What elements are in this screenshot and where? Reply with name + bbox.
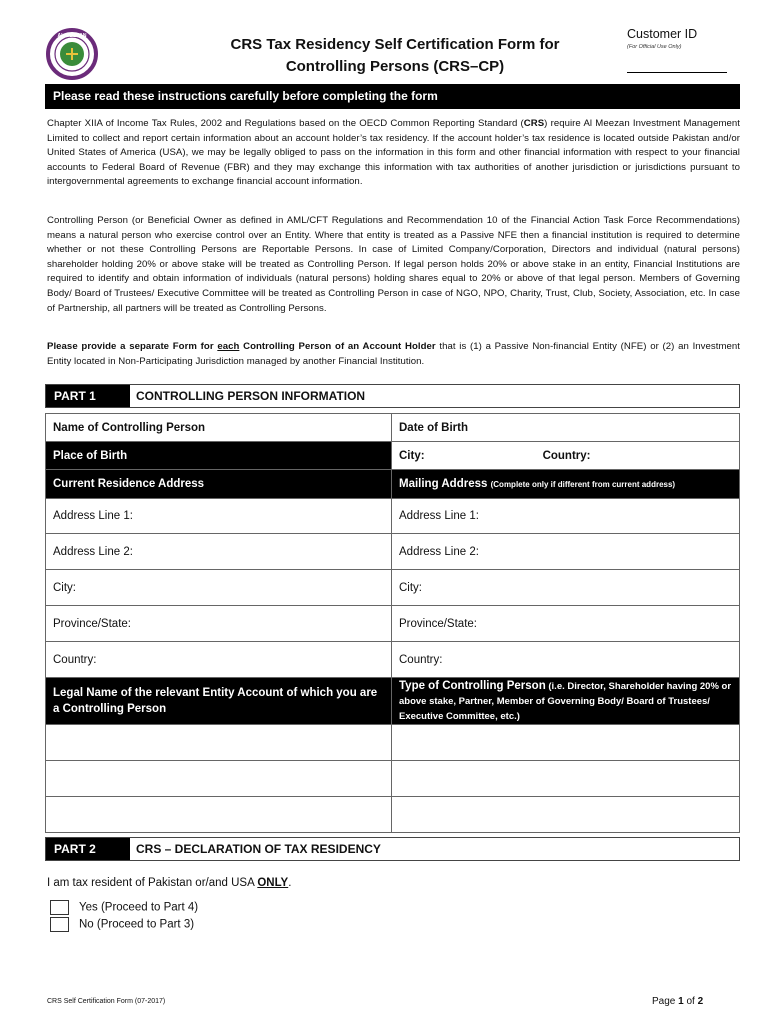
part-2-header xyxy=(45,837,740,861)
mailing-country[interactable]: Country: xyxy=(392,642,740,678)
part-2-title: CRS – DECLARATION OF TAX RESIDENCY xyxy=(136,842,381,856)
mailing-address-line-1[interactable]: Address Line 1: xyxy=(392,499,740,534)
decl-only: ONLY xyxy=(257,877,289,889)
current-city[interactable]: City: xyxy=(46,570,392,606)
part-2-number: PART 2 xyxy=(46,838,130,860)
p3-text-d: that is (1) a Passive Non-financial Entity (NFE) or (2) an Investment Entity located in Non-Participating Jurisdiction managed by another Financial Institution. xyxy=(47,341,741,367)
yes-label: Yes (Proceed to Part 4) xyxy=(79,901,199,914)
type-label: Type of Controlling Person xyxy=(399,679,546,692)
instructions-paragraph-2: Controlling Person (or Beneficial Owner as defined in AML/CFT Regulations and Recommendation 10 of the Financial Action Task Force Recommendations) means a natural person who exercise control over an Entity. Where that entity is treated as a Passive NFE then a financial institution is required to determine whether or not these Controlling Persons are Reportable Persons. In case of Limited Company/Corporation, Directors and individual (natural persons) shareholder holding 20% or above stake will be treated as Controlling Person. If legal person holds 20% or above stake in an entity, Financial Institutions are required to identify and obtain information of individuals (natural persons) holding shares equal to 20% or above of that legal person. Members of Governing Body/ Board of Trustees/ Executive Committee will be treated as Controlling Person in case of NGO, NPO, Charity, Trust, Club, Society, Association, etc. In case of Partnership, all partners will be treated as Controlling Persons. xyxy=(47,215,740,314)
page-total: 2 xyxy=(697,996,704,1007)
no-checkbox[interactable] xyxy=(50,917,69,932)
form-title xyxy=(160,34,630,78)
form-id-footer: CRS Self Certification Form (07-2017) xyxy=(47,998,166,1005)
customer-id-block xyxy=(627,27,737,73)
p1-text-c: ) require Al Meezan Investment Management Limited to collect and report certain information about an account holder’s tax residency. If the account holder’s tax residence is located outside Pakistan and/or United States of America (USA), we may be legally obliged to pass on the information in this form and other financial information with respect to your financial accounts to Federal Board of Revenue (FBR) and they may exchange this information with tax authorities of another jurisdiction or jurisdictions pursuant to intergovernmental agreements to exchange financial account information. xyxy=(47,118,740,188)
p1-text-a: Chapter XIIA of Income Tax Rules, 2002 and Regulations based on the OECD Common Reporting Standard ( xyxy=(47,118,524,129)
type-row-3[interactable] xyxy=(392,797,740,833)
place-of-birth-label: Place of Birth xyxy=(46,442,392,470)
legal-name-row-3[interactable] xyxy=(46,797,392,833)
instructions-bar: Please read these instructions carefully before completing the form xyxy=(45,84,740,109)
type-note: (i.e. Director, Shareholder having 20% or above stake, Partner, Member of Governing Body/ Board of Trustees/ Executive Committee, etc.) xyxy=(399,680,732,722)
part-1-header xyxy=(45,384,740,408)
page-of: of xyxy=(683,996,698,1007)
page-label: Page xyxy=(652,996,679,1007)
p3-text-c: Controlling Person of an Account Holder xyxy=(239,341,436,352)
option-no[interactable] xyxy=(50,917,194,932)
decl-text-a: I am tax resident of Pakistan or/and USA xyxy=(47,877,258,889)
type-of-person-header xyxy=(392,678,740,725)
mailing-address-label: Mailing Address xyxy=(399,478,488,490)
mailing-address-line-2[interactable]: Address Line 2: xyxy=(392,534,740,570)
current-address-line-1[interactable]: Address Line 1: xyxy=(46,499,392,534)
type-row-1[interactable] xyxy=(392,725,740,761)
dob-label[interactable]: Date of Birth xyxy=(392,414,740,442)
decl-text-c: . xyxy=(288,877,292,889)
customer-id-label: Customer ID xyxy=(627,27,698,41)
name-label[interactable]: Name of Controlling Person xyxy=(46,414,392,442)
instructions-paragraph-3 xyxy=(47,340,740,369)
birth-country-label: Country: xyxy=(542,449,591,462)
part-1-number: PART 1 xyxy=(46,385,130,407)
legal-name-header: Legal Name of the relevant Entity Account of which you are a Controlling Person xyxy=(46,678,392,725)
birth-city-label: City: xyxy=(399,449,425,462)
declaration-text xyxy=(47,877,291,889)
option-yes[interactable] xyxy=(50,900,198,915)
current-address-line-2[interactable]: Address Line 2: xyxy=(46,534,392,570)
customer-id-field[interactable] xyxy=(627,72,727,73)
al-meezan-logo xyxy=(44,28,100,80)
current-address-header: Current Residence Address xyxy=(46,470,392,499)
part-1-title: CONTROLLING PERSON INFORMATION xyxy=(136,389,366,403)
legal-name-row-1[interactable] xyxy=(46,725,392,761)
no-label: No (Proceed to Part 3) xyxy=(79,918,195,931)
type-row-2[interactable] xyxy=(392,761,740,797)
mailing-address-note: (Complete only if different from current address) xyxy=(490,480,676,489)
page-number xyxy=(652,996,703,1007)
page-current: 1 xyxy=(678,996,684,1007)
title-line-1: CRS Tax Residency Self Certification Form for xyxy=(230,36,560,53)
mailing-province[interactable]: Province/State: xyxy=(392,606,740,642)
p3-each: each xyxy=(217,341,240,352)
mailing-city[interactable]: City: xyxy=(392,570,740,606)
instructions-paragraph-1 xyxy=(47,117,740,190)
mailing-address-header xyxy=(392,470,740,499)
p3-text-a: Please provide a separate Form for xyxy=(47,341,218,352)
title-line-2: Controlling Persons (CRS–CP) xyxy=(285,58,505,75)
current-country[interactable]: Country: xyxy=(46,642,392,678)
legal-name-row-2[interactable] xyxy=(46,761,392,797)
svg-text:AL MEEZAN: AL MEEZAN xyxy=(57,33,87,39)
birth-city-country[interactable] xyxy=(392,442,740,470)
customer-id-note: (For Official Use Only) xyxy=(627,44,682,50)
p1-crs-bold: CRS xyxy=(523,118,545,129)
controlling-person-table xyxy=(45,413,740,833)
current-province[interactable]: Province/State: xyxy=(46,606,392,642)
yes-checkbox[interactable] xyxy=(50,900,69,915)
